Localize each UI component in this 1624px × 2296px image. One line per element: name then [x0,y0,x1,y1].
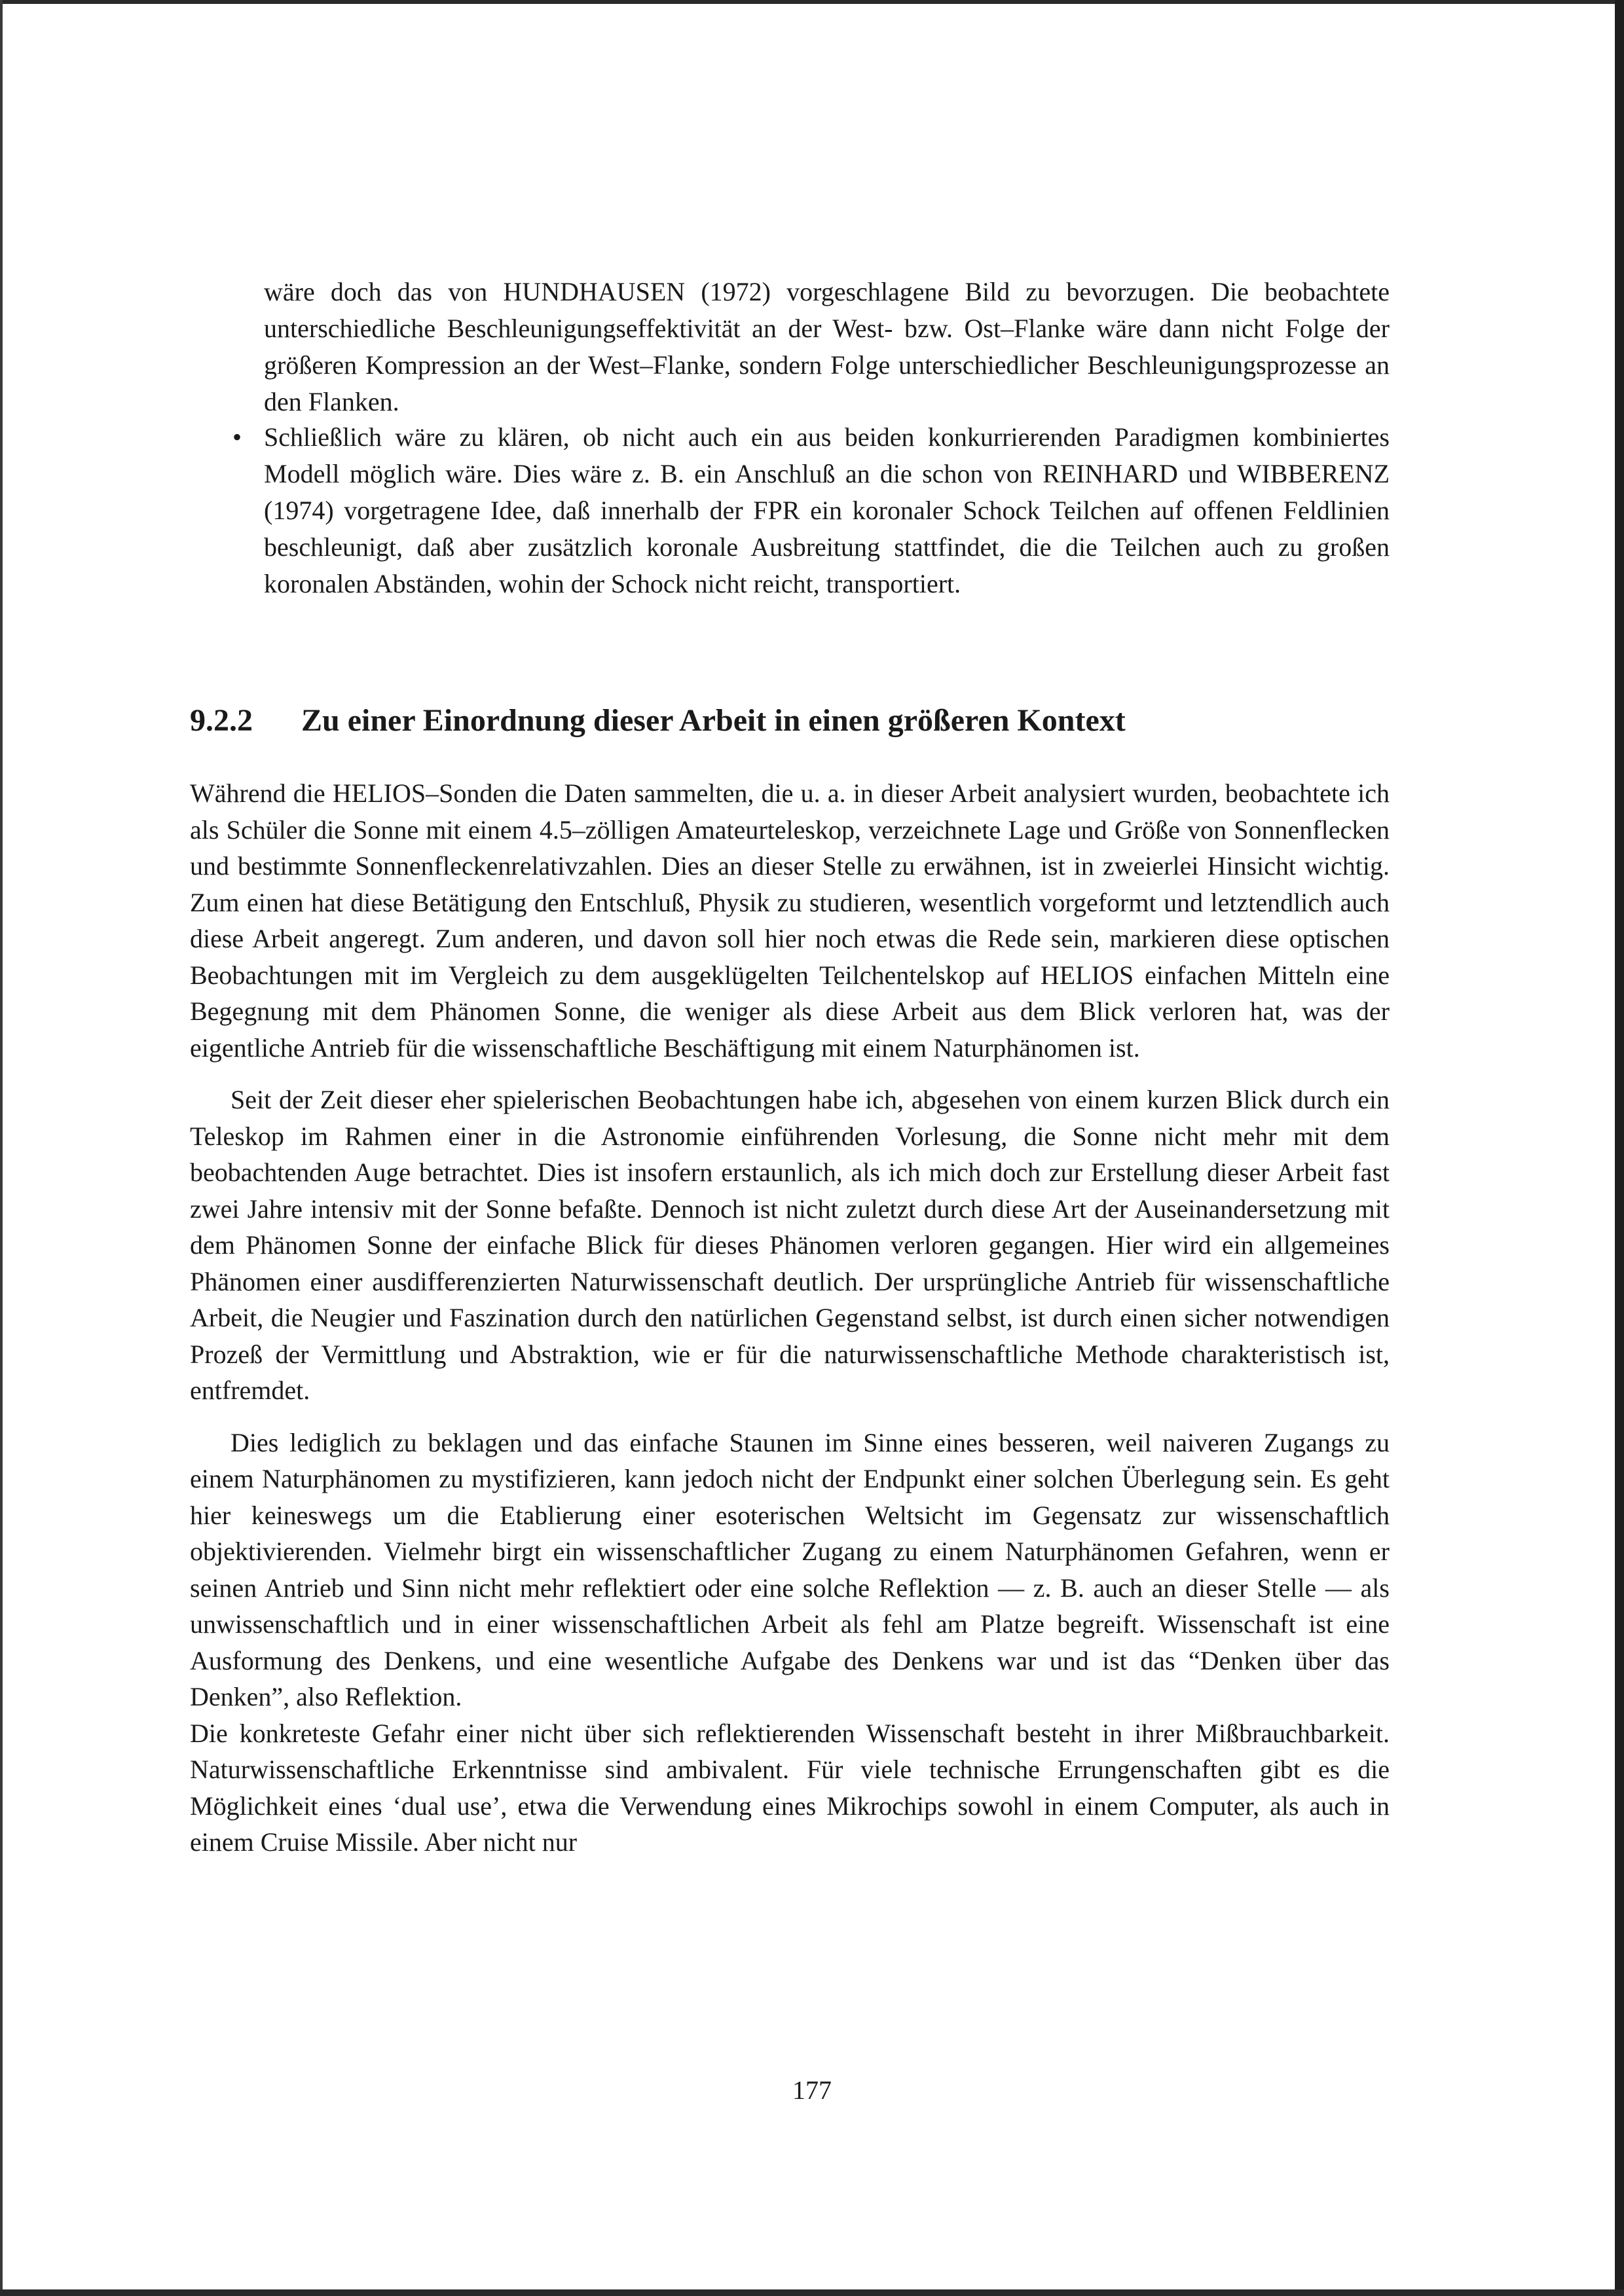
bullet-text: Schließlich wäre zu klären, ob nicht auch ein aus beiden konkurrierenden Paradigmen kombiniertes Modell möglich wäre. Dies wäre z. B. ein Anschluß an die schon von REINHARD und WIBBERENZ (1974) vorgetragene Idee, daß innerhalb der FPR ein koronaler Schock Teilchen auf offenen Feldlinien beschleunigt, daß aber zusätzlich koronale Ausbreitung stattfindet, die die Teilchen auch zu großen koronalen Abständen, wohin der Schock nicht reicht, transportiert. [264,422,1390,598]
scan-border-bottom [0,2289,1624,2296]
section-title: Zu einer Einordnung dieser Arbeit in einen größeren Kontext [301,703,1126,738]
scan-border-left [0,0,3,2296]
paragraph: Dies lediglich zu beklagen und das einfache Staunen im Sinne eines besseren, weil naiveren Zugangs zu einem Naturphänomen zu mystifizieren, kann jedoch nicht der Endpunkt einer solchen Überlegung sein. Es geht hier keineswegs um die Etablierung einer esoterischen Weltsicht im Gegensatz zur wissenschaftlich objektivierenden. Vielmehr birgt ein wissenschaftlicher Zugang zu einem Naturphänomen Gefahren, wenn er seinen Antrieb und Sinn nicht mehr reflektiert oder eine solche Reflektion — z. B. auch an dieser Stelle — als unwissenschaftlich und in einer wissenschaftlichen Arbeit als fehl am Platze begreift. Wissenschaft ist eine Ausformung des Denkens, und eine wesentliche Aufgabe des Denkens war und ist das “Denken über das Denken”, also Reflektion. [190,1427,1390,1711]
scan-border-top [0,0,1624,4]
bullet-list-item [232,419,1390,602]
paragraph: Während die HELIOS–Sonden die Daten sammelten, die u. a. in dieser Arbeit analysiert wurden, beobachtete ich als Schüler die Sonne mit einem 4.5–zölligen Amateurteleskop, verzeichnete Lage und Größe von Sonnenflecken und bestimmte Sonnenfleckenrelativzahlen. Dies an dieser Stelle zu erwähnen, ist in zweierlei Hinsicht wichtig. Zum einen hat diese Betätigung den Entschluß, Physik zu studieren, wesentlich vorgeformt und letztendlich auch diese Arbeit angeregt. Zum anderen, und davon soll hier noch etwas die Rede sein, markieren diese optischen Beobachtungen mit im Vergleich zu dem ausgeklügelten Teilchentelskop auf HELIOS einfachen Mitteln eine Begegnung mit dem Phänomen Sonne, die weniger als diese Arbeit aus dem Blick verloren hat, was der eigentliche Antrieb für die wissenschaftliche Beschäftigung mit einem Naturphänomen ist. [190,778,1390,1063]
scan-border-right [1615,0,1624,2296]
page-number: 177 [792,2075,832,2105]
continuation-text: wäre doch das von HUNDHAUSEN (1972) vorgeschlagene Bild zu bevorzugen. Die beobachtete unterschiedliche Beschleunigungseffektivität an der West- bzw. Ost–Flanke wäre dann nicht Folge der größeren Kompression an der West–Flanke, sondern Folge unterschiedlicher Beschleunigungsprozesse an den Flanken. [264,277,1390,416]
paragraph: Die konkreteste Gefahr einer nicht über sich reflektierenden Wissenschaft besteht in ihrer Mißbrauchbarkeit. Naturwissenschaftliche Erkenntnisse sind ambivalent. Für viele technische Errungenschaften gibt es die Möglichkeit eines ‘dual use’, etwa die Verwendung eines Mikrochips sowohl in einem Computer, als auch in einem Cruise Missile. Aber nicht nur [190,1718,1390,1857]
bullet-marker: • [232,422,242,452]
body-text [190,775,1390,1861]
section-heading [190,699,1390,742]
section-number: 9.2.2 [190,703,253,738]
continuation-paragraph [264,247,1390,446]
paragraph: Seit der Zeit dieser eher spielerischen Beobachtungen habe ich, abgesehen von einem kurzen Blick durch ein Teleskop im Rahmen einer in die Astronomie einführenden Vorlesung, die Sonne nicht mehr mit dem beobachtenden Auge betrachtet. Dies ist insofern erstaunlich, als ich mich doch zur Erstellung dieser Arbeit fast zwei Jahre intensiv mit der Sonne befaßte. Dennoch ist nicht zuletzt durch diese Art der Auseinandersetzung mit dem Phänomen Sonne der einfache Blick für dieses Phänomen verloren gegangen. Hier wird ein allgemeines Phänomen einer ausdifferenzierten Naturwissenschaft deutlich. Der ursprüngliche Antrieb für wissenschaftliche Arbeit, die Neugier und Faszination durch den natürlichen Gegenstand selbst, ist durch einen sicher notwendigen Prozeß der Vermittlung und Abstraktion, wie er für die naturwissenschaftliche Methode charakteristisch ist, entfremdet. [190,1085,1390,1405]
